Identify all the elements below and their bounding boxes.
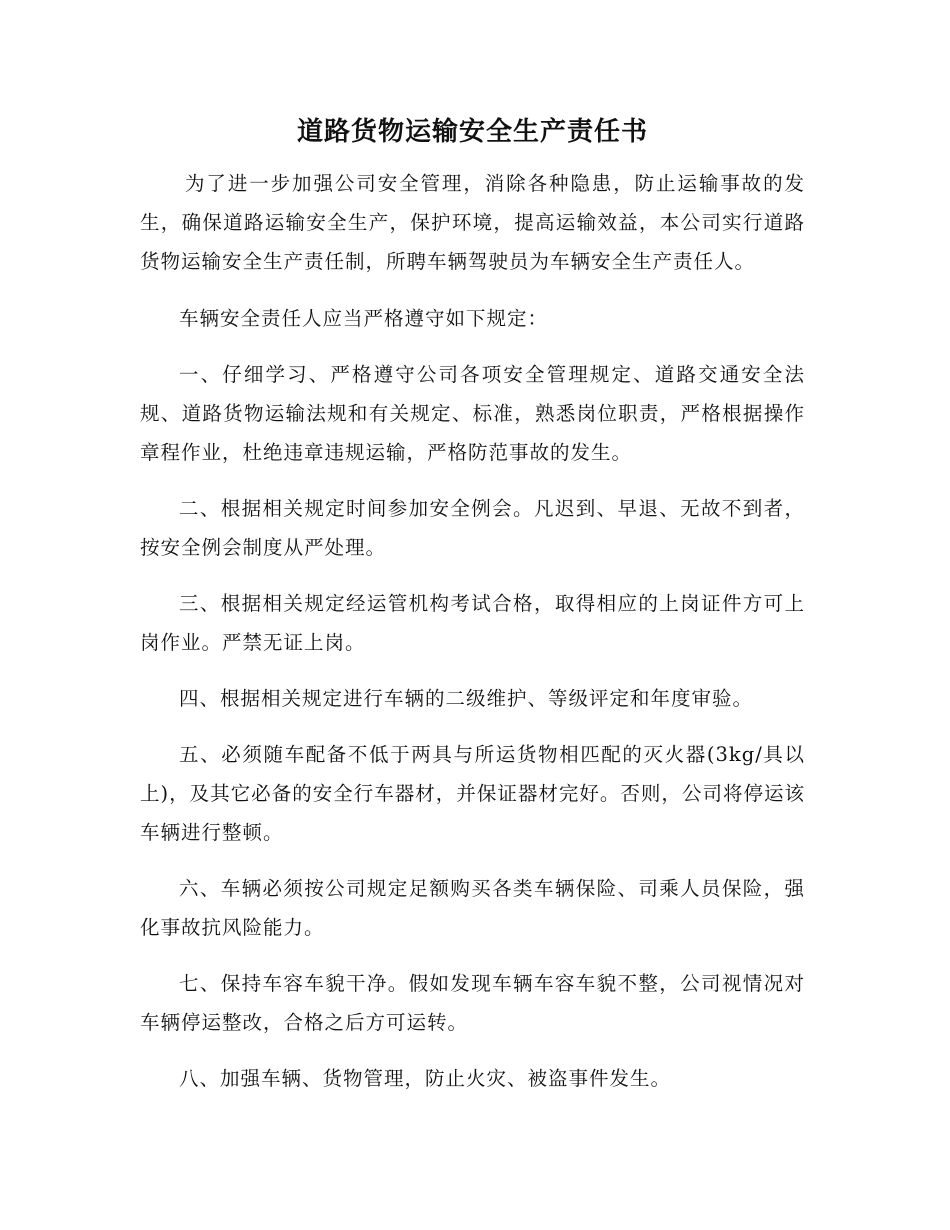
rule-paragraph-1: 一、仔细学习、严格遵守公司各项安全管理规定、道路交通安全法规、道路货物运输法规和有关规定、标准，熟悉岗位职责，严格根据操作章程作业，杜绝违章违规运输，严格防范事故的发生。 bbox=[140, 363, 805, 464]
rule-paragraph-8: 八、加强车辆、货物管理，防止火灾、被盗事件发生。 bbox=[179, 1067, 672, 1090]
rule-paragraph-4: 四、根据相关规定进行车辆的二级维护、等级评定和年度审验。 bbox=[179, 687, 754, 710]
rule-paragraph-5: 五、必须随车配备不低于两具与所运货物相匹配的灭火器(3kg/具以上)，及其它必备的安全行车器材，并保证器材完好。否则，公司将停运该车辆进行整顿。 bbox=[140, 743, 805, 844]
rule-paragraph-3: 三、根据相关规定经运管机构考试合格，取得相应的上岗证件方可上岗作业。严禁无证上岗。 bbox=[140, 592, 805, 654]
document-body bbox=[140, 164, 805, 1115]
rule-paragraph-2: 二、根据相关规定时间参加安全例会。凡迟到、早退、无故不到者，按安全例会制度从严处理。 bbox=[140, 497, 805, 559]
rule-paragraph-6: 六、车辆必须按公司规定足额购买各类车辆保险、司乘人员保险，强化事故抗风险能力。 bbox=[140, 877, 805, 939]
rule-paragraph-7: 七、保持车容车貌干净。假如发现车辆车容车貌不整，公司视情况对车辆停运整改，合格之后方可运转。 bbox=[140, 972, 805, 1034]
document-title: 道路货物运输安全生产责任书 bbox=[296, 117, 648, 147]
rules-heading-paragraph: 车辆安全责任人应当严格遵守如下规定： bbox=[179, 307, 549, 330]
document-page bbox=[140, 0, 805, 1230]
intro-paragraph: 为了进一步加强公司安全管理，消除各种隐患，防止运输事故的发生，确保道路运输安全生产，保护环境，提高运输效益，本公司实行道路货物运输安全生产责任制，所聘车辆驾驶员为车辆安全生产责任人。 bbox=[140, 172, 805, 273]
